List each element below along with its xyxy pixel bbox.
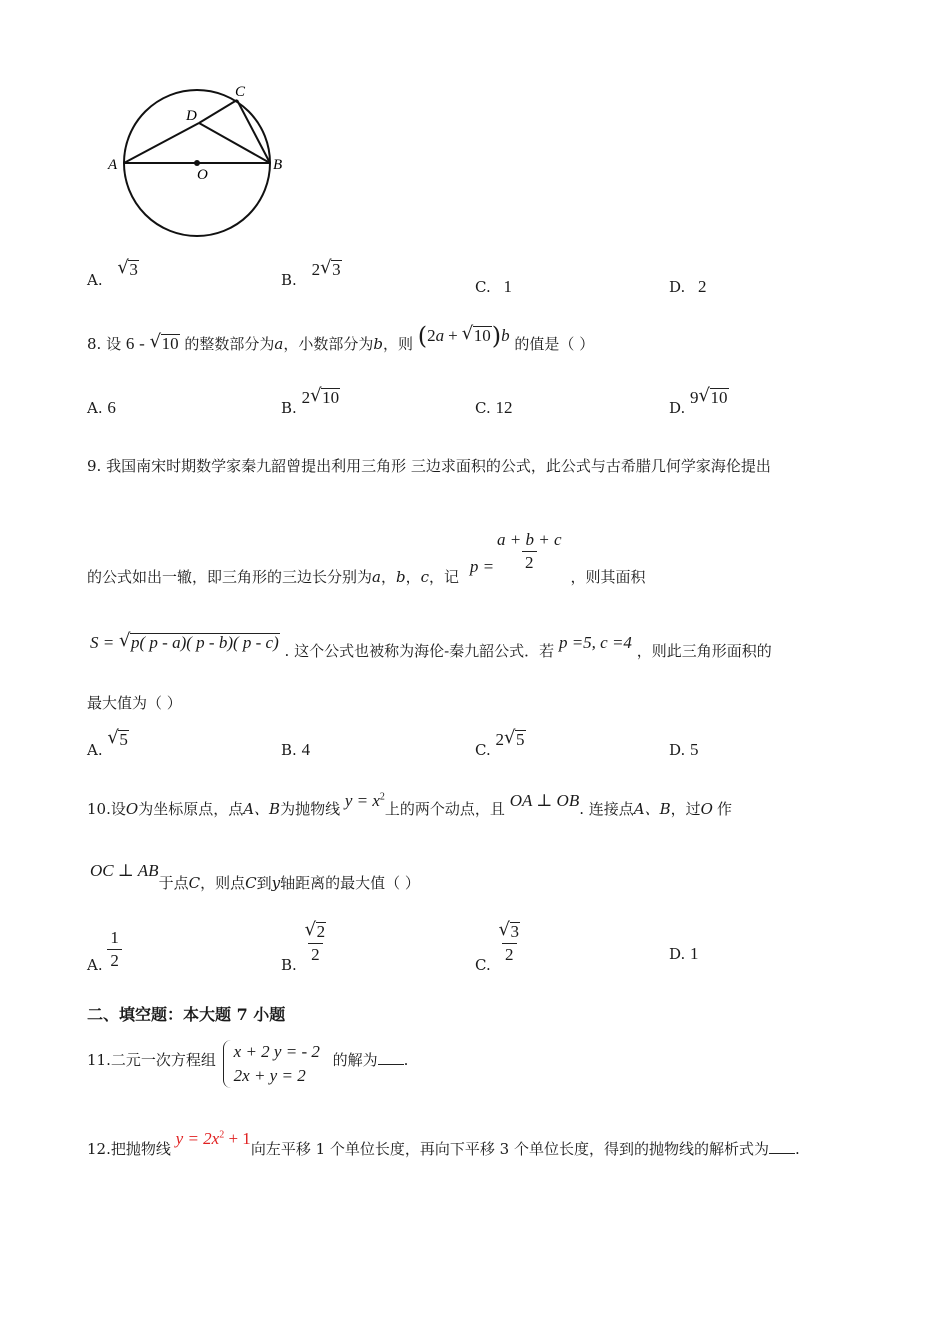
q12-text-2: 向左平移 1 个单位长度，再向下平移 3 个单位长度，得到的抛物线的解析式为 xyxy=(250,1140,769,1158)
q7-option-d-value: 2 xyxy=(698,277,707,296)
geometry-figure xyxy=(100,80,300,250)
q12-stem xyxy=(87,1128,800,1158)
q9-option-b-letter: B. xyxy=(281,741,297,759)
q10-option-b-letter: B. xyxy=(281,955,297,974)
q10-var-o-2: O xyxy=(700,800,713,818)
q11-equation-system xyxy=(231,1040,320,1088)
q8-option-d-sqrt: √ 10 xyxy=(698,385,728,407)
q9-option-d-letter: D. xyxy=(669,741,686,759)
q11-equation-2: 2x + y = 2 xyxy=(233,1066,306,1085)
section-title-text: 二、填空题：本大题 7 小题 xyxy=(87,1005,286,1024)
q8-stem xyxy=(87,322,595,358)
q9-number: 9. xyxy=(87,457,102,475)
q11-text-1: 二元一次方程组 xyxy=(110,1051,216,1069)
q7-option-b-sqrt: √ 3 xyxy=(320,257,341,279)
q9-option-c-value: 5 xyxy=(516,730,525,749)
q9-frac-numerator: a + b + c xyxy=(497,530,562,549)
q8-six: 6 xyxy=(125,334,135,353)
q12-parabola-exp: 2 xyxy=(219,1129,225,1141)
q12-number: 12. xyxy=(87,1140,111,1158)
q12-text-3: . xyxy=(794,1140,800,1158)
q10-var-y: y xyxy=(271,874,281,892)
q8-option-b xyxy=(281,385,340,418)
q8-option-d-value: 10 xyxy=(710,388,728,407)
q8-text-3: ，小数部分为 xyxy=(283,335,374,353)
q10-text-11: 轴距离的最大值（ ） xyxy=(280,874,420,892)
q10-option-c-letter: C. xyxy=(475,955,491,974)
q10-text-1: 设 xyxy=(110,800,126,818)
q12-text-1: 把抛物线 xyxy=(110,1140,171,1158)
q10-option-a xyxy=(87,928,122,974)
q8-option-c-letter: C. xyxy=(475,399,491,417)
q8-option-d xyxy=(669,385,729,418)
q8-option-c xyxy=(475,398,513,418)
q8-option-d-letter: D. xyxy=(669,399,686,417)
q7-option-c-value: 1 xyxy=(503,277,512,296)
q9-var-b: b xyxy=(395,567,406,586)
q10-var-o: O xyxy=(125,800,139,818)
q10-option-c-den: 2 xyxy=(502,943,517,965)
q9-option-a xyxy=(87,727,129,760)
q9-p-fraction xyxy=(494,530,565,573)
q9-var-a: a xyxy=(372,567,381,586)
q10-option-d xyxy=(669,944,699,964)
q10-option-a-num: 1 xyxy=(110,928,119,947)
q9-option-c-sqrt: √ 5 xyxy=(504,727,525,749)
q8-expr-2: 2 xyxy=(427,326,436,345)
q7-option-a-value: 3 xyxy=(129,260,138,279)
q10-option-c-num: 3 xyxy=(510,922,519,941)
q9-line-4 xyxy=(87,692,182,713)
q8-minus: - xyxy=(139,334,145,353)
q9-text-3a: . 这个公式也被称为海伦-秦九韶公式．若 xyxy=(284,642,555,660)
q9-var-c: c xyxy=(420,567,430,586)
q9-option-b-value: 4 xyxy=(301,740,311,759)
q8-expr-sqrt: √ 10 xyxy=(461,323,491,345)
q10-option-b-den: 2 xyxy=(308,943,323,965)
q9-p-equals: p = xyxy=(469,556,495,576)
q10-parabola-exp: 2 xyxy=(379,791,385,803)
q9-s-sqrt: √ p( p - a)( p - b)( p - c) xyxy=(119,630,279,652)
q10-option-a-den: 2 xyxy=(107,949,122,971)
q10-option-d-value: 1 xyxy=(690,944,699,963)
q9-option-c-coef: 2 xyxy=(495,730,504,749)
q9-option-d-value: 5 xyxy=(690,740,699,759)
q10-text-3: 为抛物线 xyxy=(280,800,341,818)
q10-var-ab: A、B xyxy=(243,800,281,818)
label-b: B xyxy=(273,157,283,173)
q10-text-8: 于点 xyxy=(158,874,189,892)
q12-parabola-const: + 1 xyxy=(224,1129,251,1148)
q10-var-ab-2: A、B xyxy=(633,800,671,818)
q7-option-c-letter: C. xyxy=(475,278,491,296)
q9-option-b xyxy=(281,740,310,760)
q8-text-4: ，则 xyxy=(383,335,414,353)
label-a: A xyxy=(108,157,118,173)
q9-comma-1: ， xyxy=(380,567,396,586)
q9-line-2 xyxy=(87,530,646,586)
q8-text-5: 的值是（ ） xyxy=(514,335,595,353)
q10-option-c-sqrt: √ 3 xyxy=(498,919,519,941)
q11-answer-blank[interactable] xyxy=(378,1050,404,1065)
q10-line-1 xyxy=(87,790,732,818)
q10-perp-1: OA ⊥ OB xyxy=(509,791,580,810)
q9-option-a-sqrt: √ 5 xyxy=(107,727,128,749)
q10-option-a-letter: A. xyxy=(87,955,103,974)
q10-option-b-frac xyxy=(302,919,330,965)
q8-option-a xyxy=(87,398,116,418)
q9-line-3 xyxy=(90,630,772,660)
q10-option-b xyxy=(281,919,329,974)
q8-expr-sqrt-value: 10 xyxy=(473,326,491,345)
q8-var-a: a xyxy=(274,335,284,353)
q10-text-4: 上的两个动点，且 xyxy=(384,800,505,818)
q10-text-2: 为坐标原点，点 xyxy=(138,800,244,818)
section-title xyxy=(87,1002,285,1025)
q8-sqrt: √ 10 xyxy=(149,331,179,353)
q7-option-b xyxy=(281,257,342,290)
q11-stem xyxy=(87,1040,408,1088)
q8-expr-plus: + xyxy=(448,326,458,345)
q8-expression: (2a + √ 10)b xyxy=(417,322,510,350)
q8-text-2: 的整数部分为 xyxy=(184,335,275,353)
q8-option-b-value: 10 xyxy=(322,388,340,407)
q7-option-a-sqrt: √ 3 xyxy=(117,257,138,279)
q12-parabola-base: y = 2x xyxy=(175,1129,220,1148)
q10-text-6: ，过 xyxy=(670,800,701,818)
q8-option-d-coef: 9 xyxy=(690,388,699,407)
q8-var-b: b xyxy=(373,335,383,353)
label-c: C xyxy=(235,84,246,100)
q10-text-5: . 连接点 xyxy=(579,800,634,818)
q7-option-a-letter: A. xyxy=(87,271,103,289)
q12-answer-blank[interactable] xyxy=(769,1139,795,1154)
q9-text-2b: ，记 xyxy=(429,567,460,586)
q9-option-c xyxy=(475,727,526,760)
q9-frac-denominator: 2 xyxy=(522,551,537,573)
q10-option-c-frac xyxy=(496,919,524,965)
q10-option-b-sqrt: √ 2 xyxy=(304,919,326,941)
q10-line-2 xyxy=(90,860,420,892)
q10-perp-2: OC ⊥ AB xyxy=(90,861,159,880)
q9-condition: p =5, c =4 xyxy=(558,633,632,652)
segment-ad xyxy=(124,123,199,163)
q7-option-a xyxy=(87,257,139,290)
q10-option-c xyxy=(475,919,523,974)
q8-option-a-letter: A. xyxy=(87,399,103,417)
q9-option-a-letter: A. xyxy=(87,741,103,759)
q7-option-b-value: 3 xyxy=(332,260,341,279)
q10-option-b-num: 2 xyxy=(316,922,326,941)
q10-number: 10. xyxy=(87,800,111,818)
q8-option-c-value: 12 xyxy=(495,398,513,417)
q10-option-d-letter: D. xyxy=(669,945,686,963)
q8-text-1: 设 xyxy=(106,335,122,353)
q7-option-c xyxy=(475,277,512,297)
q8-expr-a: a xyxy=(435,326,445,345)
q9-option-d xyxy=(669,740,699,760)
segment-dc xyxy=(199,100,237,123)
q10-text-10: 到 xyxy=(256,874,272,892)
q9-text-2c: ，则其面积 xyxy=(570,567,646,586)
q9-text-4: 最大值为（ ） xyxy=(87,694,182,712)
q9-line-1 xyxy=(87,455,771,476)
q9-s-equals: S = xyxy=(90,633,115,652)
q10-parabola xyxy=(345,791,385,810)
label-o: O xyxy=(197,167,208,183)
q10-text-7: 作 xyxy=(716,800,732,818)
q11-text-3: . xyxy=(403,1051,409,1069)
q8-option-b-coef: 2 xyxy=(301,388,311,407)
q7-option-b-letter: B. xyxy=(281,271,297,289)
q8-expr-b: b xyxy=(501,326,510,345)
q7-option-d xyxy=(669,277,707,297)
q9-option-a-value: 5 xyxy=(119,730,128,749)
q9-s-sqrt-value: p( p - a)( p - b)( p - c) xyxy=(131,633,279,652)
q7-option-d-letter: D. xyxy=(669,278,686,296)
q9-option-c-letter: C. xyxy=(475,741,491,759)
q9-text-1: 我国南宋时期数学家秦九韶曾提出利用三角形 三边求面积的公式，此公式与古希腊几何学家海伦提出 xyxy=(106,457,771,475)
q9-text-3b: ，则此三角形面积的 xyxy=(636,642,772,660)
q8-option-b-letter: B. xyxy=(281,399,297,417)
q8-sqrt-value: 10 xyxy=(161,334,179,353)
q11-number: 11. xyxy=(87,1051,111,1069)
q7-option-b-coef: 2 xyxy=(311,260,321,279)
q8-number: 8. xyxy=(87,335,102,353)
center-dot xyxy=(194,160,200,166)
q9-comma-2: ， xyxy=(405,567,421,586)
q10-var-c-2: C xyxy=(245,874,257,892)
q10-var-c: C xyxy=(188,874,201,892)
label-d: D xyxy=(186,108,197,124)
q12-parabola xyxy=(176,1129,251,1148)
q10-option-a-frac xyxy=(107,928,122,971)
q8-option-b-sqrt: √ 10 xyxy=(310,385,340,407)
q11-text-2: 的解为 xyxy=(332,1051,378,1069)
q8-option-a-value: 6 xyxy=(107,398,116,417)
q10-parabola-base: y = x xyxy=(344,791,380,810)
q10-text-9: ，则点 xyxy=(200,874,246,892)
q9-text-2a: 的公式如出一辙，即三角形的三边长分别为 xyxy=(87,567,373,586)
q11-equation-1: x + 2 y = - 2 xyxy=(233,1042,320,1061)
